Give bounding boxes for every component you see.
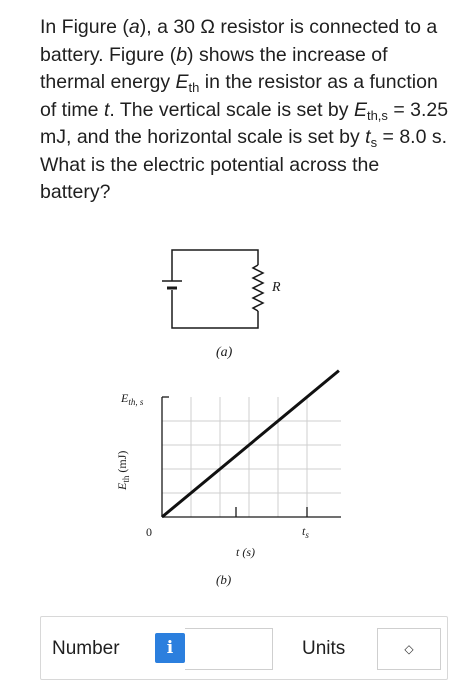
x-scale-label: $t_s$ — [302, 524, 309, 540]
answer-row — [40, 616, 448, 680]
resistor-zigzag — [253, 265, 263, 311]
circuit-top-wire — [172, 250, 258, 270]
circuit-diagram — [162, 250, 263, 328]
origin-label: 0 — [146, 525, 152, 539]
number-label: Number — [52, 638, 120, 659]
number-input[interactable] — [185, 628, 273, 670]
y-axis-label: $E_{th}$ (mJ) — [115, 450, 131, 490]
units-label: Units — [302, 638, 346, 659]
resistor-label: R — [272, 280, 281, 295]
figure-a-caption: (a) — [216, 345, 233, 360]
graph-axes — [162, 397, 341, 517]
graph-grid — [162, 397, 341, 517]
circuit-bottom-wire — [172, 290, 258, 328]
chevron-updown-icon: ◇ — [404, 642, 414, 656]
question-text: In Figure (a), a 30 Ω resistor is connected to a battery. Figure (b) shows the increase of thermal energy $E_{th}$ in the resistor as a function of time t. The vertical scale is set by $E_{th,s} = 3.25$ mJ, and the horizontal scale is set by $t_s = 8.0$ s. What is the electric potential across the battery? — [40, 16, 449, 203]
info-button[interactable] — [155, 633, 185, 663]
y-scale-label: $E_{th, s}$ — [121, 391, 144, 407]
energy-line — [162, 371, 339, 517]
units-select[interactable] — [377, 628, 441, 670]
info-icon: i — [166, 638, 174, 658]
x-axis-label: t (s) — [236, 545, 255, 559]
figure-b-caption: (b) — [216, 572, 232, 587]
